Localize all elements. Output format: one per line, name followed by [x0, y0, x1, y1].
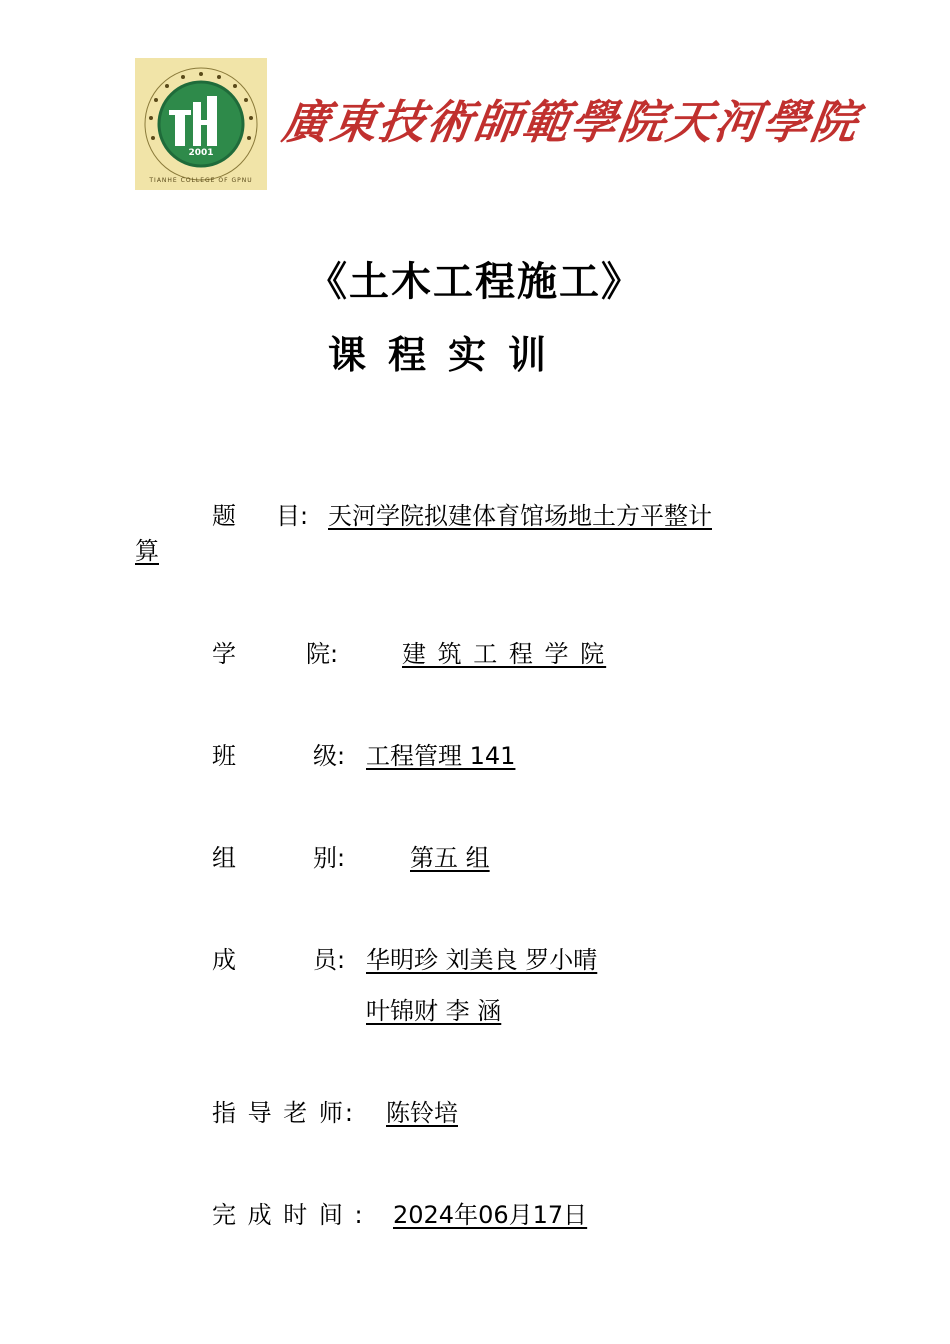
college-emblem-icon [135, 58, 267, 190]
date-value: 2024年06月17日 [393, 1201, 588, 1229]
svg-text:TIANHE COLLEGE OF GPNU: TIANHE COLLEGE OF GPNU [149, 177, 253, 184]
college-name: 廣東技術師範學院天河學院 [279, 95, 863, 149]
topic-label-a: 题 [212, 502, 236, 530]
class-value: 工程管理 141 [366, 742, 516, 770]
school-label-a: 学 [212, 640, 236, 668]
members-value-line2: 叶锦财 李 涵 [366, 997, 502, 1025]
school-value: 建 筑 工 程 学 院 [402, 640, 607, 668]
group-value: 第五 组 [410, 844, 490, 872]
topic-label-b: 目: [276, 502, 309, 530]
course-title: 《土木工程施工》 [307, 259, 643, 305]
advisor-label: 指 导 老 师: [212, 1099, 355, 1127]
members-label-b: 员: [313, 946, 346, 974]
svg-text:2001: 2001 [188, 148, 214, 158]
members-value-line1: 华明珍 刘美良 罗小晴 [366, 946, 598, 974]
group-label-a: 组 [212, 844, 236, 872]
members-label-a: 成 [212, 946, 236, 974]
group-label-b: 别: [313, 844, 346, 872]
school-label-b: 院: [306, 640, 339, 668]
class-label-a: 班 [212, 742, 236, 770]
topic-value-continued: 算 [135, 537, 159, 565]
date-label: 完 成 时 间 : [212, 1201, 365, 1229]
class-label-b: 级: [313, 742, 346, 770]
course-subtitle: 课程实训 [328, 333, 569, 377]
topic-value: 天河学院拟建体育馆场地土方平整计 [328, 502, 712, 530]
advisor-value: 陈铃培 [386, 1099, 458, 1127]
